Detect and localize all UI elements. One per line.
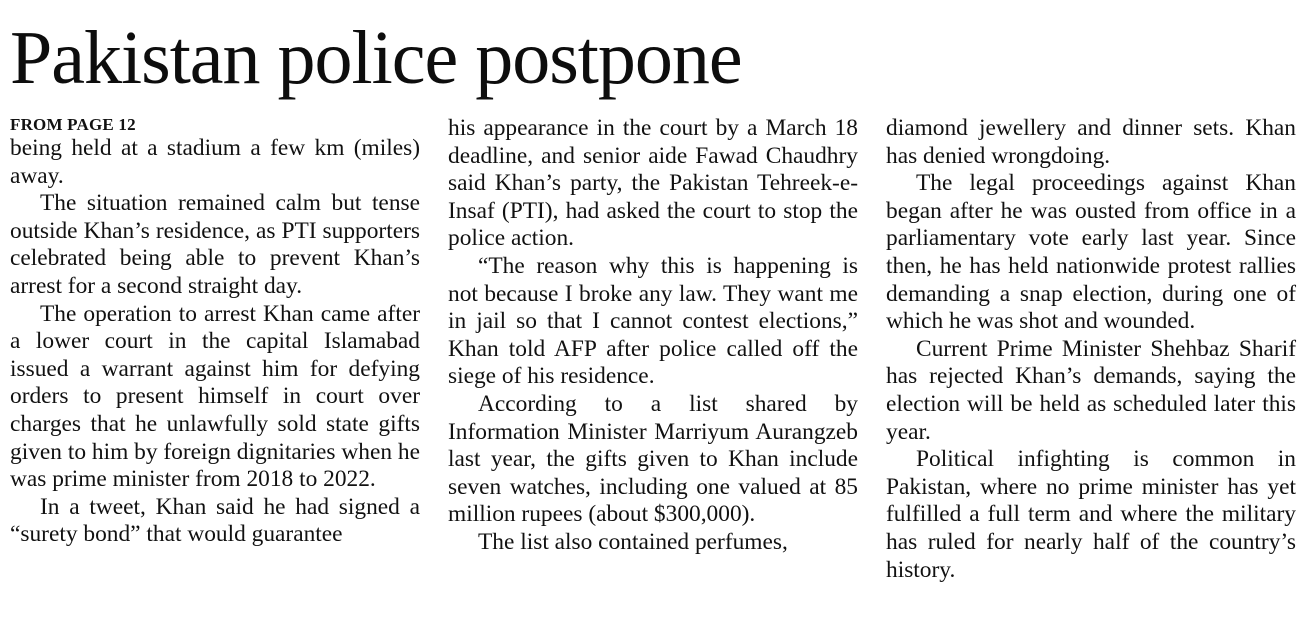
article-paragraph: The list also contained perfumes, <box>478 528 788 555</box>
article-paragraph: Current Prime Minister Shehbaz Sharif has rejected Khan’s demands, saying the election will be held as scheduled later this year. <box>886 335 1296 445</box>
article-paragraph: The situation remained calm but tense outside Khan’s residence, as PTI supporters celebrated being able to prevent Khan’s arrest for a second straight day. <box>10 190 420 299</box>
article-paragraph: Political infighting is common in Pakistan, where no prime minister has yet fulfilled a full term and where the military has ruled for nearly half of the country’s history. <box>886 446 1296 583</box>
article-paragraph: The operation to arrest Khan came after a lower court in the capital Islamabad issued a warrant against him for defying orders to present himself in court over charges that he unlawfully sold state gifts given to him by foreign dignitaries when he was prime minister from 2018 to 2022. <box>10 300 420 493</box>
article-paragraph: diamond jewellery and dinner sets. Khan has denied wrongdoing. <box>886 115 1296 169</box>
headline: Pakistan police postpone <box>10 16 742 100</box>
continued-from-kicker: FROM PAGE 12 <box>10 115 136 134</box>
article-column-2 <box>448 115 858 557</box>
article-paragraph: “The reason why this is happening is not because I broke any law. They want me in jail so that I cannot contest elections,” Khan told AFP after police called off the siege of his residence. <box>448 252 858 390</box>
article-column-1 <box>10 115 420 549</box>
article-paragraph: In a tweet, Khan said he had signed a “surety bond” that would guarantee <box>10 493 420 548</box>
article-column-3 <box>886 115 1296 584</box>
article-paragraph: The legal proceedings against Khan began after he was ousted from office in a parliamentary vote early last year. Since then, he has held nationwide protest rallies demanding a snap election, during one of which he was shot and wounded. <box>886 170 1296 335</box>
article-paragraph: being held at a stadium a few km (miles) away. <box>10 135 420 189</box>
article-paragraph: According to a list shared by Information Minister Marriyum Aurangzeb last year, the gifts given to Khan include seven watches, including one valued at 85 million rupees (about $300,000). <box>448 390 858 528</box>
article-paragraph: his appearance in the court by a March 18 deadline, and senior aide Fawad Chaudhry said Khan’s party, the Pakistan Tehreek-e-Insaf (PTI), had asked the court to stop the police action. <box>448 115 858 252</box>
